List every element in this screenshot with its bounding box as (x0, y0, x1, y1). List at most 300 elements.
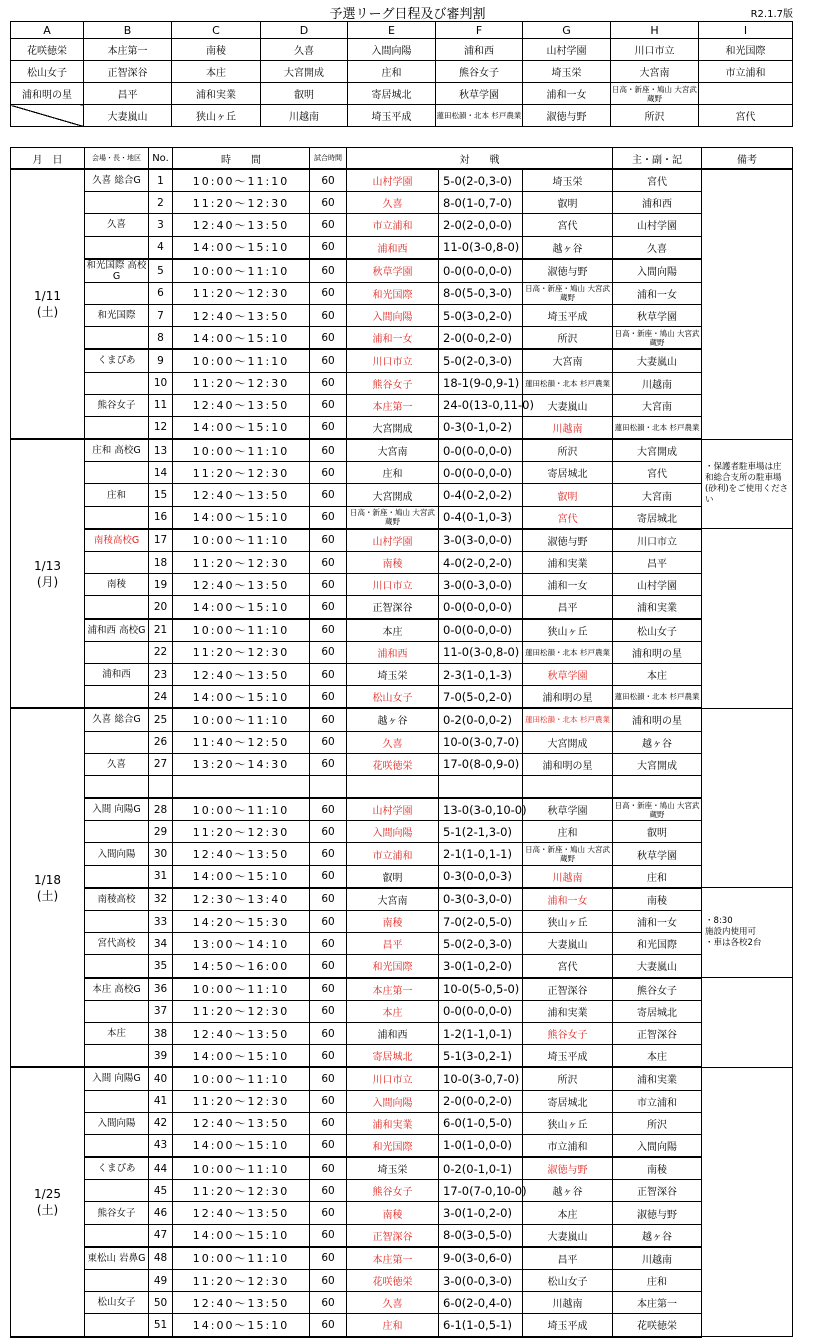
table-row (11, 1067, 793, 1090)
venue (85, 1000, 149, 1022)
group-letter: C (172, 22, 261, 39)
group-cell: 浦和実業 (172, 83, 261, 105)
match-duration: 60 (310, 1157, 347, 1180)
col-duration: 試合時間 (310, 148, 347, 170)
group-row (11, 105, 793, 127)
home-team: 南稜 (347, 552, 439, 574)
table-row (11, 529, 793, 552)
match-time: 10:00～11:10 (173, 349, 310, 372)
venue: 入間向陽 (85, 843, 149, 865)
table-row (11, 1112, 793, 1134)
group-cell: 蓮田松韻・北本 杉戸農業 (436, 105, 523, 127)
notes-cell: ・8:30 施設内使用可 ・車は各校2台 (702, 888, 793, 978)
match-score: 2-0(0-0,2-0) (439, 327, 523, 350)
match-time: 12:40～13:50 (173, 304, 310, 326)
venue (85, 596, 149, 619)
venue (85, 1045, 149, 1068)
match-duration: 60 (310, 214, 347, 236)
home-team: 浦和西 (347, 1022, 439, 1044)
venue (85, 372, 149, 394)
referee: 市立浦和 (613, 1090, 702, 1112)
home-team: 浦和一女 (347, 327, 439, 350)
group-cell: 入間向陽 (348, 39, 436, 61)
group-table (10, 21, 793, 127)
match-score (439, 775, 523, 798)
table-row (11, 1045, 793, 1068)
group-cell: 浦和一女 (523, 83, 611, 105)
home-team: 山村学園 (347, 169, 439, 192)
referee: 寄居城北 (613, 506, 702, 529)
home-team: 入間向陽 (347, 1090, 439, 1112)
table-row (11, 1000, 793, 1022)
table-row (11, 439, 793, 462)
away-team: 大妻嵐山 (523, 1224, 613, 1247)
table-row (11, 843, 793, 865)
match-time: 12:40～13:50 (173, 1202, 310, 1224)
home-team: 山村学園 (347, 529, 439, 552)
match-duration (310, 775, 347, 798)
table-row (11, 1202, 793, 1224)
match-score: 7-0(5-0,2-0) (439, 686, 523, 709)
match-no: 17 (149, 529, 173, 552)
notes-cell-empty (702, 529, 793, 709)
table-row (11, 708, 793, 731)
match-no (149, 775, 173, 798)
away-team: 蓮田松韻・北本 杉戸農業 (523, 372, 613, 394)
match-duration: 60 (310, 731, 347, 753)
match-score: 8-0(3-0,5-0) (439, 1224, 523, 1247)
match-time: 11:20～12:30 (173, 1180, 310, 1202)
group-cell: 叡明 (261, 83, 348, 105)
away-team: 秋草学園 (523, 663, 613, 685)
match-score: 1-2(1-1,0-1) (439, 1022, 523, 1044)
match-duration: 60 (310, 1067, 347, 1090)
match-time: 12:40～13:50 (173, 214, 310, 236)
group-cell: 松山女子 (11, 61, 84, 83)
match-score: 9-0(3-0,6-0) (439, 1247, 523, 1270)
match-score: 10-0(5-0,5-0) (439, 978, 523, 1001)
match-score: 7-0(2-0,5-0) (439, 911, 523, 933)
match-time: 14:20～15:30 (173, 911, 310, 933)
away-team: 所沢 (523, 439, 613, 462)
match-score: 6-1(1-0,5-1) (439, 1314, 523, 1337)
match-time: 12:40～13:50 (173, 1022, 310, 1044)
match-score: 0-4(0-2,0-2) (439, 484, 523, 506)
away-team: 本庄 (523, 1202, 613, 1224)
home-team: 松山女子 (347, 686, 439, 709)
venue: 東松山 岩鼻G (85, 1247, 149, 1270)
match-no: 26 (149, 731, 173, 753)
referee: 淑徳与野 (613, 1202, 702, 1224)
match-duration: 60 (310, 349, 347, 372)
home-team: 秋草学園 (347, 259, 439, 283)
match-duration: 60 (310, 1180, 347, 1202)
away-team: 浦和明の星 (523, 686, 613, 709)
home-team: 本庄 (347, 619, 439, 642)
table-row (11, 349, 793, 372)
venue: 和光国際 (85, 304, 149, 326)
home-team: 大宮開成 (347, 416, 439, 439)
match-duration: 60 (310, 372, 347, 394)
referee: 久喜 (613, 236, 702, 259)
match-score: 5-1(3-0,2-1) (439, 1045, 523, 1068)
match-time: 10:00～11:10 (173, 978, 310, 1001)
match-duration: 60 (310, 596, 347, 619)
referee: 大宮南 (613, 484, 702, 506)
referee: 宮代 (613, 169, 702, 192)
match-no: 27 (149, 753, 173, 775)
home-team: 庄和 (347, 462, 439, 484)
referee: 松山女子 (613, 619, 702, 642)
table-row (11, 596, 793, 619)
referee: 日高・新座・鳩山 大宮武蔵野 (613, 798, 702, 821)
venue: くまぴあ (85, 349, 149, 372)
referee: 本庄 (613, 663, 702, 685)
schedule-header-row (11, 148, 793, 170)
away-team: 大宮開成 (523, 731, 613, 753)
match-time: 10:00～11:10 (173, 259, 310, 283)
match-duration: 60 (310, 1247, 347, 1270)
group-cell: 埼玉平成 (348, 105, 436, 127)
away-team: 日高・新座・鳩山 大宮武蔵野 (523, 843, 613, 865)
match-time: 10:00～11:10 (173, 439, 310, 462)
match-duration: 60 (310, 1000, 347, 1022)
venue (85, 955, 149, 978)
match-duration: 60 (310, 955, 347, 978)
group-cell: 川越南 (261, 105, 348, 127)
table-row (11, 619, 793, 642)
away-team: 蓮田松韻・北本 杉戸農業 (523, 641, 613, 663)
match-score: 13-0(3-0,10-0) (439, 798, 523, 821)
col-time: 時 間 (173, 148, 310, 170)
match-duration: 60 (310, 1112, 347, 1134)
match-time: 12:40～13:50 (173, 394, 310, 416)
match-time: 14:00～15:10 (173, 236, 310, 259)
match-no: 3 (149, 214, 173, 236)
away-team: 埼玉栄 (523, 169, 613, 192)
table-row (11, 484, 793, 506)
match-time: 12:40～13:50 (173, 1112, 310, 1134)
referee: 入間向陽 (613, 1134, 702, 1157)
col-date: 月 日 (11, 148, 85, 170)
match-duration: 60 (310, 574, 347, 596)
venue: 久喜 (85, 753, 149, 775)
group-cell: 浦和西 (436, 39, 523, 61)
match-time: 12:40～13:50 (173, 663, 310, 685)
group-cell: 大宮開成 (261, 61, 348, 83)
match-time: 14:00～15:10 (173, 865, 310, 888)
match-no: 12 (149, 416, 173, 439)
match-no: 11 (149, 394, 173, 416)
venue: 熊谷女子 (85, 1202, 149, 1224)
away-team: 大妻嵐山 (523, 394, 613, 416)
match-score: 3-0(0-0,3-0) (439, 1270, 523, 1292)
referee: 宮代 (613, 462, 702, 484)
home-team: 山村学園 (347, 798, 439, 821)
venue (85, 506, 149, 529)
venue: 入間 向陽G (85, 798, 149, 821)
match-score: 6-0(1-0,5-0) (439, 1112, 523, 1134)
referee: 昌平 (613, 552, 702, 574)
away-team: 浦和実業 (523, 552, 613, 574)
match-score: 0-0(0-0,0-0) (439, 462, 523, 484)
venue (85, 192, 149, 214)
match-no: 6 (149, 282, 173, 304)
away-team: 昌平 (523, 596, 613, 619)
referee: 和光国際 (613, 933, 702, 955)
away-team: 狭山ヶ丘 (523, 619, 613, 642)
table-row (11, 955, 793, 978)
match-no: 21 (149, 619, 173, 642)
venue (85, 462, 149, 484)
group-cell: 寄居城北 (348, 83, 436, 105)
match-time: 11:20～12:30 (173, 1000, 310, 1022)
match-no: 45 (149, 1180, 173, 1202)
match-score: 10-0(3-0,7-0) (439, 731, 523, 753)
away-team: 淑徳与野 (523, 1157, 613, 1180)
match-score: 0-0(0-0,0-0) (439, 439, 523, 462)
match-duration: 60 (310, 1022, 347, 1044)
match-date: 1/11 (土) (11, 169, 85, 439)
match-duration: 60 (310, 304, 347, 326)
table-row (11, 888, 793, 911)
match-score: 5-0(3-0,2-0) (439, 304, 523, 326)
match-score: 24-0(13-0,11-0) (439, 394, 523, 416)
match-no: 51 (149, 1314, 173, 1337)
match-date: 1/18 (土) (11, 708, 85, 1067)
referee: 大妻嵐山 (613, 955, 702, 978)
table-row (11, 1180, 793, 1202)
away-team: 宮代 (523, 506, 613, 529)
table-row (11, 865, 793, 888)
away-team: 宮代 (523, 214, 613, 236)
venue (85, 731, 149, 753)
venue (85, 911, 149, 933)
match-time: 10:00～11:10 (173, 1067, 310, 1090)
home-team: 川口市立 (347, 349, 439, 372)
venue: 浦和西 高校G (85, 619, 149, 642)
match-time: 13:20～14:30 (173, 753, 310, 775)
match-no: 43 (149, 1134, 173, 1157)
referee: 入間向陽 (613, 259, 702, 283)
table-row (11, 169, 793, 192)
match-score: 0-3(0-3,0-0) (439, 888, 523, 911)
away-team: 熊谷女子 (523, 1022, 613, 1044)
match-score: 8-0(1-0,7-0) (439, 192, 523, 214)
match-time: 10:00～11:10 (173, 1247, 310, 1270)
match-no: 36 (149, 978, 173, 1001)
match-score: 2-1(1-0,1-1) (439, 843, 523, 865)
home-team: 和光国際 (347, 955, 439, 978)
away-team: 叡明 (523, 484, 613, 506)
match-score: 0-3(0-0,0-3) (439, 865, 523, 888)
group-cell: 久喜 (261, 39, 348, 61)
match-time: 14:00～15:10 (173, 1045, 310, 1068)
referee: 川口市立 (613, 529, 702, 552)
match-no: 47 (149, 1224, 173, 1247)
match-duration: 60 (310, 821, 347, 843)
match-no: 48 (149, 1247, 173, 1270)
match-score: 0-0(0-0,0-0) (439, 619, 523, 642)
group-row (11, 61, 793, 83)
referee: 大宮南 (613, 394, 702, 416)
table-row (11, 775, 793, 798)
group-letter: A (11, 22, 84, 39)
match-no: 38 (149, 1022, 173, 1044)
group-cell: 花咲徳栄 (11, 39, 84, 61)
match-no: 29 (149, 821, 173, 843)
match-time: 14:00～15:10 (173, 327, 310, 350)
venue: 和光国際 高校G (86, 259, 147, 282)
venue: 本庄 高校G (85, 978, 149, 1001)
venue: 南稜高校G (85, 529, 149, 552)
away-team: 昌平 (523, 1247, 613, 1270)
match-no: 19 (149, 574, 173, 596)
group-cell: 庄和 (348, 61, 436, 83)
away-team: 所沢 (523, 1067, 613, 1090)
referee: 蓮田松韻・北本 杉戸農業 (613, 686, 702, 709)
table-row (11, 821, 793, 843)
match-duration: 60 (310, 933, 347, 955)
match-duration: 60 (310, 1314, 347, 1337)
match-score: 11-0(3-0,8-0) (439, 236, 523, 259)
group-cell: 和光国際 (699, 39, 793, 61)
match-score: 0-0(0-0,0-0) (439, 1000, 523, 1022)
referee: 浦和西 (613, 192, 702, 214)
match-no: 44 (149, 1157, 173, 1180)
referee: 叡明 (613, 821, 702, 843)
match-time: 10:00～11:10 (173, 798, 310, 821)
col-no: No. (149, 148, 173, 170)
table-row (11, 731, 793, 753)
match-time: 11:20～12:30 (173, 282, 310, 304)
match-score: 5-1(2-1,3-0) (439, 821, 523, 843)
match-no: 37 (149, 1000, 173, 1022)
match-score: 0-0(0-0,0-0) (439, 596, 523, 619)
venue (85, 552, 149, 574)
group-cell: 市立浦和 (699, 61, 793, 83)
away-team: 川越南 (523, 416, 613, 439)
match-score: 5-0(2-0,3-0) (439, 933, 523, 955)
match-no: 16 (149, 506, 173, 529)
match-no: 4 (149, 236, 173, 259)
away-team: 大妻嵐山 (523, 933, 613, 955)
match-time: 14:00～15:10 (173, 596, 310, 619)
match-score: 2-0(0-0,2-0) (439, 1090, 523, 1112)
referee: 本庄第一 (613, 1292, 702, 1314)
venue (85, 1180, 149, 1202)
match-score: 17-0(7-0,10-0) (439, 1180, 523, 1202)
home-team: 南稜 (347, 911, 439, 933)
match-score: 3-0(0-3,0-0) (439, 574, 523, 596)
table-row (11, 259, 793, 283)
match-score: 5-0(2-0,3-0) (439, 169, 523, 192)
match-duration: 60 (310, 394, 347, 416)
away-team: 埼玉平成 (523, 1045, 613, 1068)
table-row (11, 304, 793, 326)
table-row (11, 372, 793, 394)
venue: 庄和 高校G (85, 439, 149, 462)
match-duration: 60 (310, 552, 347, 574)
match-time: 14:00～15:10 (173, 1134, 310, 1157)
match-time: 14:00～15:10 (173, 506, 310, 529)
referee: 川越南 (613, 1247, 702, 1270)
home-team: 川口市立 (347, 1067, 439, 1090)
match-score: 5-0(2-0,3-0) (439, 349, 523, 372)
group-row (11, 39, 793, 61)
match-time: 11:20～12:30 (173, 1090, 310, 1112)
referee: 浦和実業 (613, 596, 702, 619)
venue: くまぴあ (85, 1157, 149, 1180)
away-team: 越ヶ谷 (523, 236, 613, 259)
match-no: 8 (149, 327, 173, 350)
home-team: 川口市立 (347, 574, 439, 596)
away-team: 川越南 (523, 865, 613, 888)
venue (85, 282, 149, 304)
match-no: 15 (149, 484, 173, 506)
home-team: 熊谷女子 (347, 372, 439, 394)
match-no: 35 (149, 955, 173, 978)
match-duration: 60 (310, 327, 347, 350)
match-no: 28 (149, 798, 173, 821)
referee: 庄和 (613, 865, 702, 888)
match-score: 17-0(8-0,9-0) (439, 753, 523, 775)
home-team: 浦和西 (347, 236, 439, 259)
table-row (11, 1022, 793, 1044)
group-cell: 南稜 (172, 39, 261, 61)
match-time: 10:00～11:10 (173, 529, 310, 552)
match-time: 12:40～13:50 (173, 484, 310, 506)
referee: 秋草学園 (613, 304, 702, 326)
venue: 久喜 総合G (85, 708, 149, 731)
venue: 入間向陽 (85, 1112, 149, 1134)
away-team: 寄居城北 (523, 462, 613, 484)
match-duration: 60 (310, 259, 347, 283)
match-no: 7 (149, 304, 173, 326)
group-row (11, 83, 793, 105)
page-title: 予選リーグ日程及び審判割 (329, 7, 486, 22)
col-match: 対 戦 (347, 148, 613, 170)
venue (85, 775, 149, 798)
match-score: 11-0(3-0,8-0) (439, 641, 523, 663)
match-no: 13 (149, 439, 173, 462)
home-team: 和光国際 (347, 282, 439, 304)
away-team: 所沢 (523, 327, 613, 350)
match-duration: 60 (310, 236, 347, 259)
match-duration: 60 (310, 1292, 347, 1314)
table-row (11, 1224, 793, 1247)
venue: 入間 向陽G (85, 1067, 149, 1090)
table-row (11, 753, 793, 775)
home-team: 本庄第一 (347, 1247, 439, 1270)
home-team: 大宮南 (347, 439, 439, 462)
match-time: 12:40～13:50 (173, 574, 310, 596)
match-time: 12:30～13:40 (173, 888, 310, 911)
referee: 秋草学園 (613, 843, 702, 865)
match-score: 6-0(2-0,4-0) (439, 1292, 523, 1314)
match-time: 10:00～11:10 (173, 619, 310, 642)
home-team: 庄和 (347, 1314, 439, 1337)
referee: 庄和 (613, 1270, 702, 1292)
match-no: 41 (149, 1090, 173, 1112)
match-score: 3-0(3-0,0-0) (439, 529, 523, 552)
match-no: 39 (149, 1045, 173, 1068)
group-cell: 秋草学園 (436, 83, 523, 105)
table-row (11, 574, 793, 596)
referee: 正智深谷 (613, 1022, 702, 1044)
group-letter: F (436, 22, 523, 39)
match-date: 1/25 (土) (11, 1067, 85, 1336)
